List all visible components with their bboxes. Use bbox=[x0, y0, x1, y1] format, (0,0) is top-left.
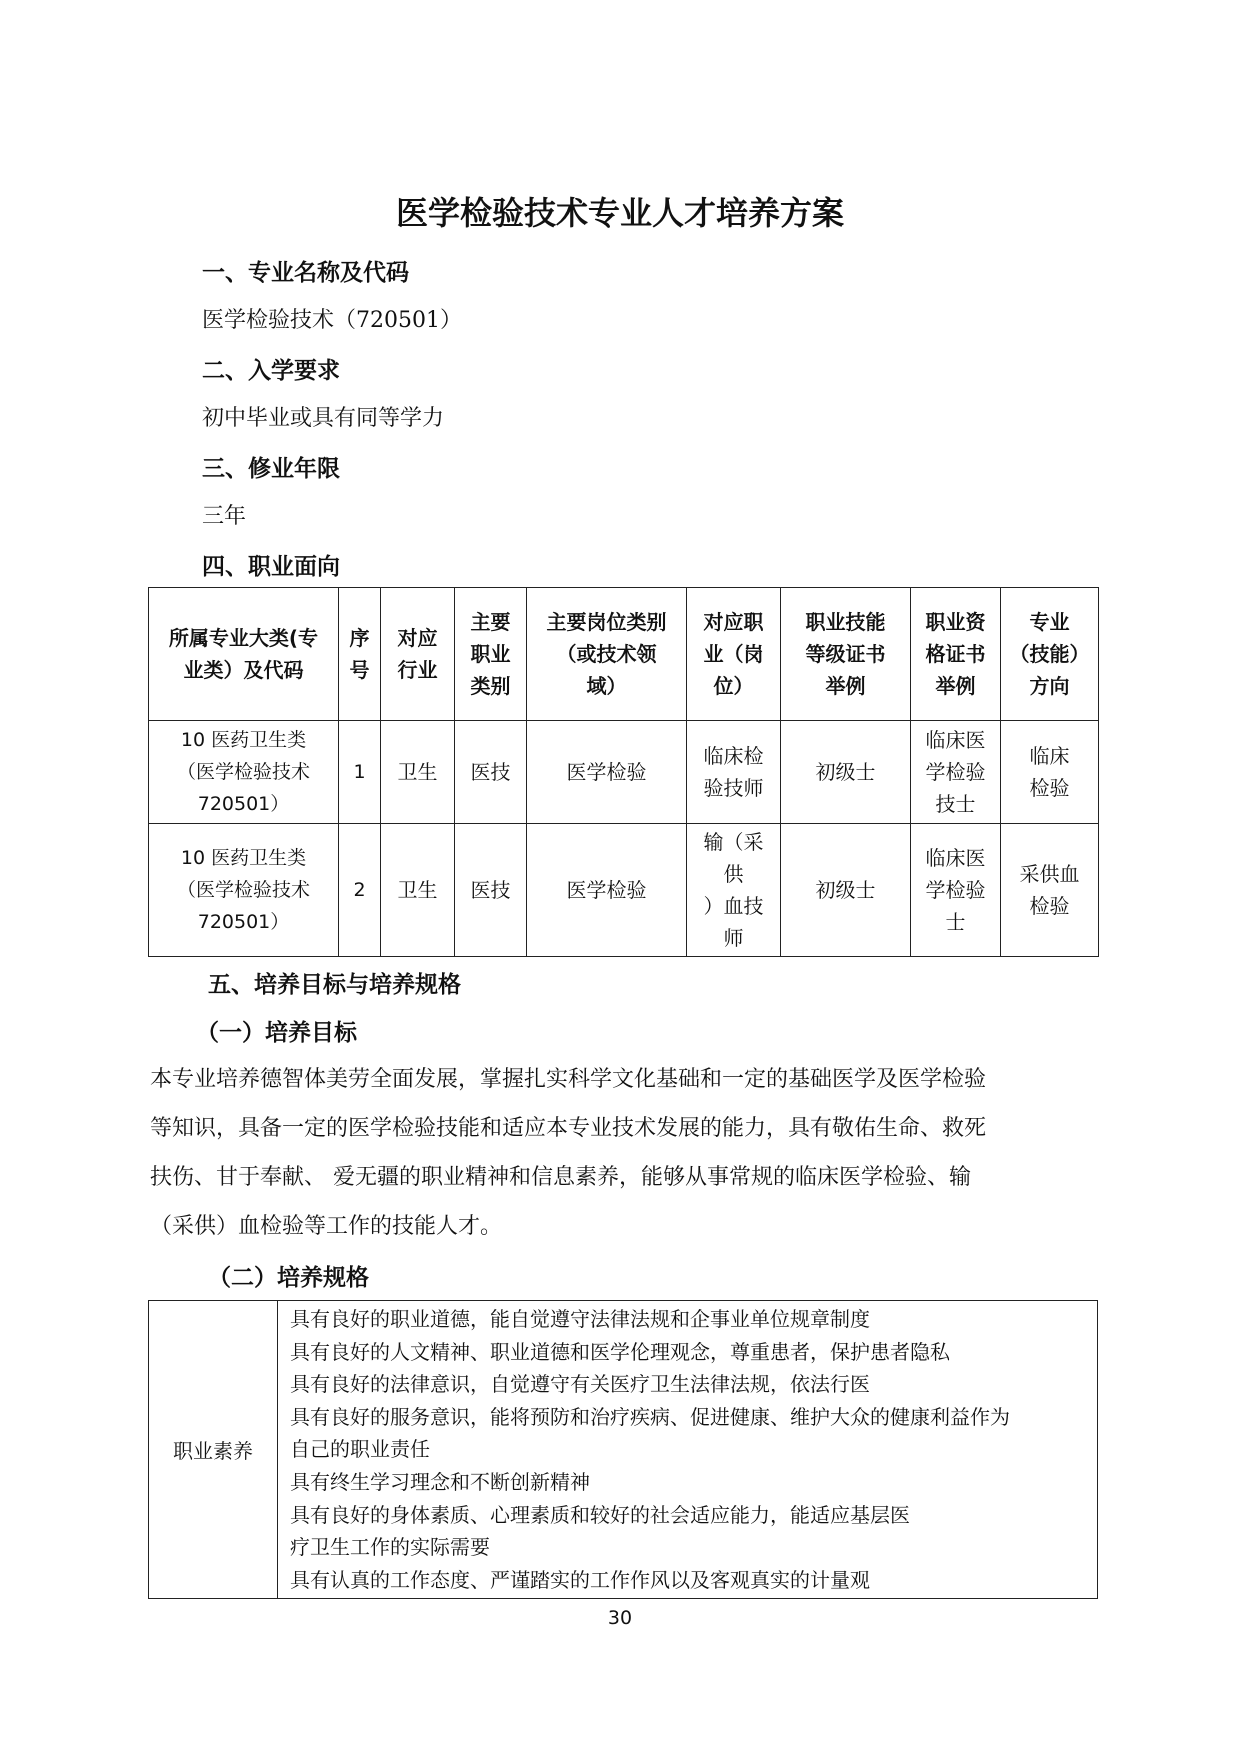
cell-category: 10 医药卫生类 （医学检验技术 720501） bbox=[149, 721, 339, 824]
cell-occupation-type: 医技 bbox=[455, 721, 527, 824]
cell-qual-cert: 临床医 学检验 技士 bbox=[911, 721, 1001, 824]
spec-items bbox=[278, 1301, 1098, 1599]
cell-industry: 卫生 bbox=[381, 721, 455, 824]
paragraph-line: 扶伤、甘于奉献、 爱无疆的职业精神和信息素养，能够从事常规的临床医学检验、输 bbox=[150, 1165, 971, 1190]
cell-position-type: 医学检验 bbox=[527, 721, 687, 824]
table-row bbox=[149, 721, 1099, 824]
training-goal-paragraph bbox=[150, 1055, 1098, 1251]
cell-qual-cert: 临床医 学检验 士 bbox=[911, 824, 1001, 957]
list-item: 具有认真的工作态度、严谨踏实的工作作风以及客观真实的计量观 bbox=[290, 1567, 870, 1592]
page-number: 30 bbox=[607, 1607, 633, 1629]
cell-skill-cert: 初级士 bbox=[781, 721, 911, 824]
list-item: 具有良好的职业道德，能自觉遵守法律法规和企事业单位规章制度 bbox=[290, 1307, 870, 1331]
cell-skill-cert: 初级士 bbox=[781, 824, 911, 957]
paragraph-line: （采供）血检验等工作的技能人才。 bbox=[150, 1214, 503, 1239]
spec-table bbox=[148, 1300, 1098, 1599]
subsection-heading-goals: （一）培养目标 bbox=[196, 1020, 357, 1046]
header-job: 对应职 业（岗 位） bbox=[687, 588, 781, 721]
paragraph-line: 等知识，具备一定的医学检验技能和适应本专业技术发展的能力，具有敬佑生命、救死 bbox=[150, 1116, 987, 1141]
cell-no: 1 bbox=[339, 721, 381, 824]
cell-category: 10 医药卫生类 （医学检验技术 720501） bbox=[149, 824, 339, 957]
header-skill-cert: 职业技能 等级证书 举例 bbox=[781, 588, 911, 721]
section-heading-career: 四、职业面向 bbox=[202, 554, 340, 580]
cell-industry: 卫生 bbox=[381, 824, 455, 957]
subsection-heading-spec: （二）培养规格 bbox=[208, 1265, 369, 1291]
duration-text: 三年 bbox=[202, 504, 247, 529]
paragraph-line: 本专业培养德智体美劳全面发展，掌握扎实科学文化基础和一定的基础医学及医学检验 bbox=[150, 1067, 987, 1092]
header-qual-cert: 职业资 格证书 举例 bbox=[911, 588, 1001, 721]
list-item: 自己的职业责任 bbox=[290, 1437, 430, 1462]
list-item: 具有良好的服务意识，能将预防和治疗疾病、促进健康、维护大众的健康利益作为 bbox=[290, 1404, 1010, 1429]
section-heading-goals-spec: 五、培养目标与培养规格 bbox=[208, 972, 461, 998]
cell-job: 输（采 供 ）血技 师 bbox=[687, 824, 781, 957]
admission-text: 初中毕业或具有同等学力 bbox=[202, 406, 445, 431]
section-heading-duration: 三、修业年限 bbox=[202, 456, 340, 482]
cell-position-type: 医学检验 bbox=[527, 824, 687, 957]
career-table bbox=[148, 587, 1099, 957]
spec-label-professional-quality: 职业素养 bbox=[149, 1301, 278, 1599]
career-table-header-row bbox=[149, 588, 1099, 721]
list-item: 具有良好的法律意识，自觉遵守有关医疗卫生法律法规，依法行医 bbox=[290, 1372, 870, 1397]
cell-direction: 采供血 检验 bbox=[1001, 824, 1099, 957]
list-item: 具有良好的身体素质、心理素质和较好的社会适应能力，能适应基层医 bbox=[290, 1502, 910, 1527]
table-row bbox=[149, 1301, 1098, 1599]
major-name-code-text: 医学检验技术（720501） bbox=[202, 308, 462, 333]
list-item: 疗卫生工作的实际需要 bbox=[290, 1535, 490, 1560]
list-item: 具有良好的人文精神、职业道德和医学伦理观念，尊重患者，保护患者隐私 bbox=[290, 1339, 950, 1364]
section-heading-admission: 二、入学要求 bbox=[202, 358, 340, 384]
header-industry: 对应 行业 bbox=[381, 588, 455, 721]
section-heading-name-code: 一、专业名称及代码 bbox=[202, 260, 409, 286]
header-major-category: 所属专业大类(专 业类）及代码 bbox=[149, 588, 339, 721]
header-occupation-type: 主要 职业 类别 bbox=[455, 588, 527, 721]
table-row bbox=[149, 824, 1099, 957]
header-position-type: 主要岗位类别 （或技术领 域） bbox=[527, 588, 687, 721]
cell-no: 2 bbox=[339, 824, 381, 957]
list-item: 具有终生学习理念和不断创新精神 bbox=[290, 1469, 590, 1494]
header-serial-no: 序 号 bbox=[339, 588, 381, 721]
header-direction: 专业 （技能） 方向 bbox=[1001, 588, 1099, 721]
cell-direction: 临床 检验 bbox=[1001, 721, 1099, 824]
document-title: 医学检验技术专业人才培养方案 bbox=[395, 194, 844, 232]
cell-job: 临床检 验技师 bbox=[687, 721, 781, 824]
cell-occupation-type: 医技 bbox=[455, 824, 527, 957]
